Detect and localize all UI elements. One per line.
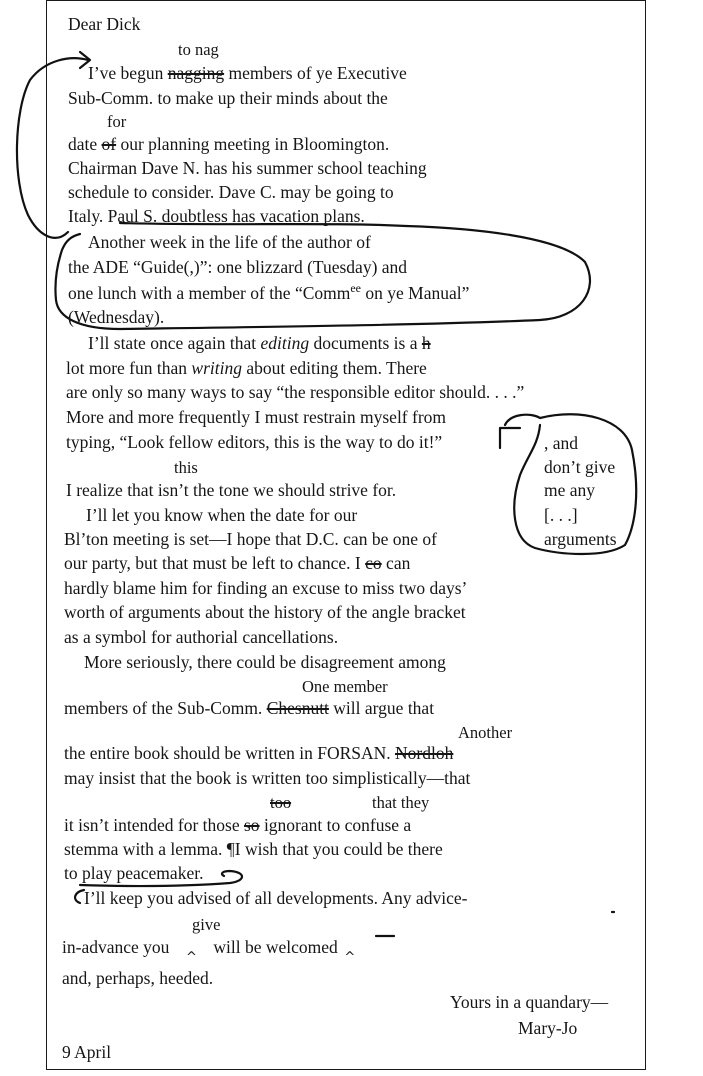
p5-line-1: More seriously, there could be disagreement among [84,652,446,672]
margin-note-line-2: don’t give [544,457,616,477]
p1-line-3: date of our planning meeting in Bloomington. [68,134,390,154]
superscript-ee: ee [350,281,362,295]
p1-line-2: Sub-Comm. to make up their minds about the [68,88,388,108]
p2-line-3: one lunch with a member of the “Comm$^{ee}$ on ye Manual” [68,281,470,303]
margin-note-line-1: , and [544,433,579,453]
insertion-one-member: One member [302,677,388,696]
p1-line-4: Chairman Dave N. has his summer school teaching [68,158,427,178]
p4-line-5: worth of arguments about the history of the angle bracket [64,602,466,622]
date: 9 April [62,1042,112,1062]
p4-line-3: our party, but that must be left to chance. I co can [64,553,411,573]
p5-line-3: the entire book should be written in FORSAN. Nordloh [64,743,454,763]
struck-word: Nordloh [395,743,454,763]
p2-line-2: the ADE “Guide(,)”: one blizzard (Tuesday) and [68,257,408,277]
p5-line-4: may insist that the book is written too simplistically—that [64,768,471,788]
p1-line-5: schedule to consider. Dave C. may be going to [68,182,394,202]
p1-line-6: Italy. Paul S. doubtless has vacation plans. [68,206,365,226]
p5-line-5: it isn’t intended for those so ignorant to confuse a [64,815,412,835]
p6-line-1: I’ll keep you advised of all developments. Any advice- [84,888,468,908]
insertion-that-they: that they [372,793,430,812]
p5-line-2: members of the Sub-Comm. Chesnutt will argue that [64,698,435,718]
p3-line-4: More and more frequently I must restrain myself from [66,407,447,427]
p2-line-4: (Wednesday). [68,307,165,327]
struck-letter: h [421,333,431,353]
p4-line-4: hardly blame him for finding an excuse to miss two days’ [64,578,468,598]
p4-line-6: as a symbol for authorial cancellations. [64,627,339,647]
margin-note-line-4: [. . .] [544,505,578,525]
p3-line-5: typing, “Look fellow editors, this is the way to do it!” [66,432,443,452]
p5-line-6: stemma with a lemma. ¶I wish that you could be there [64,839,443,859]
p6-line-2: in-advance you^will be welcomed^ [62,937,362,960]
p3-line-2: lot more fun than writing about editing them. There [66,358,427,378]
insertion-caret: ^ [185,950,197,965]
p5-line-7: to play peacemaker. [64,863,204,883]
insertion-another: Another [458,723,513,742]
p6-line-3: and, perhaps, heeded. [62,968,214,988]
insertion-caret: ^ [344,950,356,965]
struck-word: of [101,134,117,154]
p3-line-6: I realize that isn’t the tone we should strive for. [66,480,397,500]
struck-insertion-too: too [270,793,292,812]
salutation: Dear Dick [68,14,141,34]
struck-word: nagging [167,63,225,83]
p4-line-1: I’ll let you know when the date for our [86,505,358,525]
insertion-this: this [174,458,198,477]
margin-note-line-3: me any [544,480,596,500]
insertion-give: give [192,915,221,934]
struck-word: so [244,815,260,835]
p2-line-1: Another week in the life of the author of [88,232,371,252]
p4-line-2: Bl’ton meeting is set—I hope that D.C. can be one of [64,529,437,549]
insertion-to-nag: to nag [178,40,219,59]
p3-line-3: are only so many ways to say “the responsible editor should. . . .” [66,382,525,402]
struck-word: co [365,553,382,573]
struck-word: Chesnutt [266,698,329,718]
insertion-for: for [107,112,127,131]
signature: Mary-Jo [518,1018,578,1038]
closing: Yours in a quandary— [450,992,609,1012]
p3-line-1: I’ll state once again that editing documents is a h [88,333,431,353]
margin-note-line-5: arguments [544,529,617,549]
p1-line-1: I’ve begun nagging members of ye Executive [88,63,407,83]
